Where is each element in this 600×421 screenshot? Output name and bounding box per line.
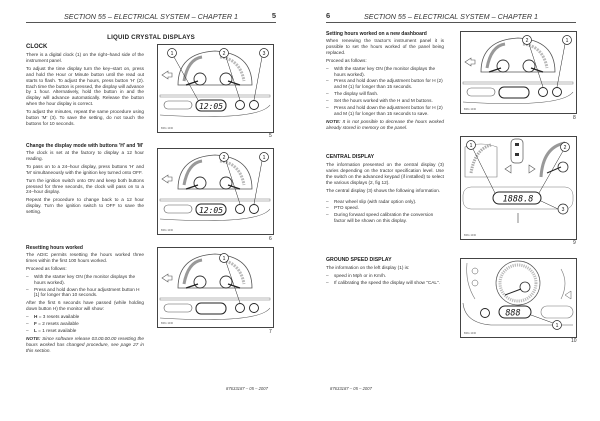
- svg-text:1: 1: [555, 323, 559, 329]
- paragraph: Turn the ignition switch onto ON and keep both buttons pressed for three seconds, the clock will pass on to a 24–hour display.: [26, 177, 144, 195]
- svg-text:2: 2: [563, 145, 567, 151]
- list-item: – The display will flash.: [326, 91, 444, 97]
- section-title: SECTION 55 – ELECTRICAL SYSTEM – CHAPTER 1: [63, 12, 239, 21]
- setting-hours-section: [326, 31, 444, 133]
- ground-speed-heading: GROUND SPEED DISPLAY: [326, 257, 392, 263]
- list-item: – Set the hours worked with the H and M buttons.: [326, 98, 444, 104]
- codes-list: [26, 314, 144, 334]
- list-item: – Press and hold down the hour adjustment button H [1] for longer than 10 seconds.: [26, 287, 144, 299]
- dashboard-illustration: [158, 45, 273, 132]
- list-item: [26, 321, 144, 327]
- figure-number: 10: [571, 338, 577, 344]
- lcd-central-readout: 1888.8: [502, 194, 534, 205]
- paragraph: When renewing the tractor's instrument panel it is possible to set the hours worked of the panel being replaced.: [326, 38, 444, 55]
- figure-10-ground-speed-display: [460, 258, 577, 338]
- figure-7-dashboard: [157, 247, 274, 328]
- page-footer: 87633187 – 05 – 2007: [330, 386, 372, 391]
- list-item: – If calibrating the speed the display will show "CAL".: [326, 280, 444, 286]
- paragraph: The ADIC permits resetting the hours worked three times within the first 100 hours worked.: [26, 252, 144, 263]
- list-item: – With the starter key ON (the monitor displays the hours worked).: [326, 66, 444, 78]
- code-key: F: [34, 321, 37, 327]
- dashboard-illustration: [158, 149, 273, 234]
- paragraph: To adjust the minutes, repeat the same procedure using button 'M' (3). To save the setting, do not touch the buttons for 10 seconds.: [26, 109, 144, 126]
- paragraph: Proceed as follows:: [326, 57, 367, 63]
- dashboard-illustration: [461, 259, 576, 337]
- paragraph: To pass on to a 24–hour display, press buttons 'H' and 'M' simultaneously with the ignition key turned onto OFF.: [26, 163, 144, 175]
- svg-text:1: 1: [565, 38, 569, 44]
- figure-number: 8: [573, 115, 576, 121]
- page-header: [26, 12, 276, 23]
- note-label: NOTE:: [326, 118, 341, 124]
- list-item: – Press and hold down the adjustment button for H (2) and M (1) for longer than 15 seconds.: [326, 78, 444, 90]
- svg-text:1: 1: [262, 155, 266, 161]
- list-item: – PTO speed.: [326, 205, 444, 211]
- svg-text:1: 1: [469, 143, 473, 149]
- code-key: H: [34, 314, 38, 320]
- figure-6-dashboard: [157, 148, 274, 235]
- svg-text:2: 2: [222, 155, 226, 161]
- note: [26, 336, 144, 354]
- figure-ref: BRG 1030: [161, 229, 174, 232]
- clock-heading: CLOCK: [26, 44, 48, 50]
- figure-ref: BRG 1030: [464, 332, 477, 335]
- note-text: Since software release 03.00.00.00 resetting the hours worked has changed procedure, see page 27 in this section.: [26, 335, 144, 353]
- page-number: 5: [271, 11, 276, 20]
- central-display-section: [326, 154, 444, 226]
- list-item: – With the starter key ON (the monitor displays the hours worked).: [26, 274, 144, 286]
- steps-list: [326, 66, 444, 117]
- dashboard-illustration: [158, 248, 273, 327]
- resetting-heading: Resetting hours worked: [26, 245, 83, 251]
- list-item: – Rear wheel slip (with radar option only).: [326, 199, 444, 205]
- dashboard-illustration: [461, 137, 576, 239]
- display-mode-section: [26, 143, 144, 217]
- list-item: [26, 314, 144, 320]
- svg-text:3: 3: [262, 51, 266, 57]
- list-item: – Press and hold down the adjustment button for H (2) and M (1) for longer than 15 seconds to save.: [326, 105, 444, 117]
- paragraph: The clock is set at the factory to display a 12 hour reading.: [26, 150, 144, 161]
- note: [326, 119, 444, 131]
- lcd-speed-readout: 888: [505, 308, 521, 319]
- chapter-title: LIQUID CRYSTAL DISPLAYS: [107, 34, 195, 41]
- figure-ref: BRG 1030: [161, 322, 174, 325]
- svg-text:2: 2: [222, 51, 226, 57]
- code-key: L: [34, 327, 37, 333]
- figure-ref: BRG 1030: [161, 127, 174, 130]
- code-text: = 3 resets available: [37, 314, 80, 320]
- lcd-clock-readout: 12:05: [198, 102, 224, 111]
- page-number: 6: [326, 11, 331, 20]
- steps-list: [26, 274, 144, 299]
- figure-5-dashboard: [157, 44, 274, 133]
- resetting-section: [26, 245, 144, 356]
- clock-section: [26, 44, 144, 129]
- figure-number: 5: [269, 133, 272, 139]
- paragraph: There is a digital clock (1) on the right–hand side of the instrument panel.: [26, 52, 144, 63]
- central-display-heading: CENTRAL DISPLAY: [326, 154, 375, 160]
- page-header: [326, 12, 576, 23]
- lcd-clock-readout: 12:05: [198, 206, 224, 215]
- paragraph: After the first 6 seconds have passed (while holding down button H) the monitor will show:: [26, 300, 144, 312]
- paragraph: Repeat the procedure to change back to a 12 hour display. Turn the ignition switch to OFF to save the setting.: [26, 197, 144, 215]
- paragraph: The central display (3) shows the following information.: [326, 187, 441, 193]
- note-text: It is not possible to decrease the hours worked already stored in memory on the panel.: [326, 118, 444, 130]
- svg-text:1: 1: [170, 51, 174, 57]
- right-page: [300, 0, 600, 421]
- figure-9-central-display: [460, 136, 577, 240]
- section-title: SECTION 55 – ELECTRICAL SYSTEM – CHAPTER 1: [363, 12, 539, 21]
- display-mode-heading: Change the display mode with buttons 'H' and 'M': [26, 143, 144, 149]
- figure-ref: BRG 1030: [464, 108, 477, 111]
- paragraph: The information on the left display (1) is:: [326, 265, 410, 270]
- page-footer: 87633187 – 05 – 2007: [226, 386, 268, 391]
- setting-hours-heading: Setting hours worked on a new dashboard: [326, 31, 427, 37]
- svg-text:3: 3: [561, 207, 565, 213]
- list-item: – speed in Mph or in Km/h.: [326, 273, 444, 279]
- paragraph: Proceed as follows:: [26, 265, 67, 271]
- paragraph: The information presented on the central display (3) varies depending on the tractor specification level. Use the switch on the advanced keypad (if installed) to select the various displays (2, fig 12).: [326, 162, 444, 185]
- svg-text:1: 1: [222, 256, 226, 262]
- figure-number: 9: [573, 240, 576, 246]
- info-list: [326, 199, 444, 225]
- svg-text:2: 2: [525, 38, 529, 44]
- figure-number: 7: [269, 329, 272, 335]
- list-item: – During forward speed calibration the conversion factor will be shown on this display.: [326, 212, 444, 224]
- figure-ref: BRG 1030: [464, 234, 477, 237]
- code-text: = 1 reset available: [36, 327, 77, 333]
- dashboard-illustration: [461, 32, 576, 113]
- figure-number: 6: [269, 236, 272, 242]
- info-list: [326, 273, 444, 286]
- ground-speed-section: [326, 257, 444, 288]
- list-item: [26, 328, 144, 334]
- paragraph: To adjust the time display turn the key–start on, press and hold the Hour or Minute button until the read out starts to flash. To adjust the hours, press button 'H' (2). Each time the button is pressed, the display will advance by 1 hour. Alternatively, hold the button in and the display will advance automatically. Release the button when the hour display is correct.: [26, 65, 144, 107]
- figure-8-dashboard: [460, 31, 577, 114]
- note-label: NOTE:: [26, 335, 41, 341]
- code-text: = 2 resets available: [36, 321, 79, 327]
